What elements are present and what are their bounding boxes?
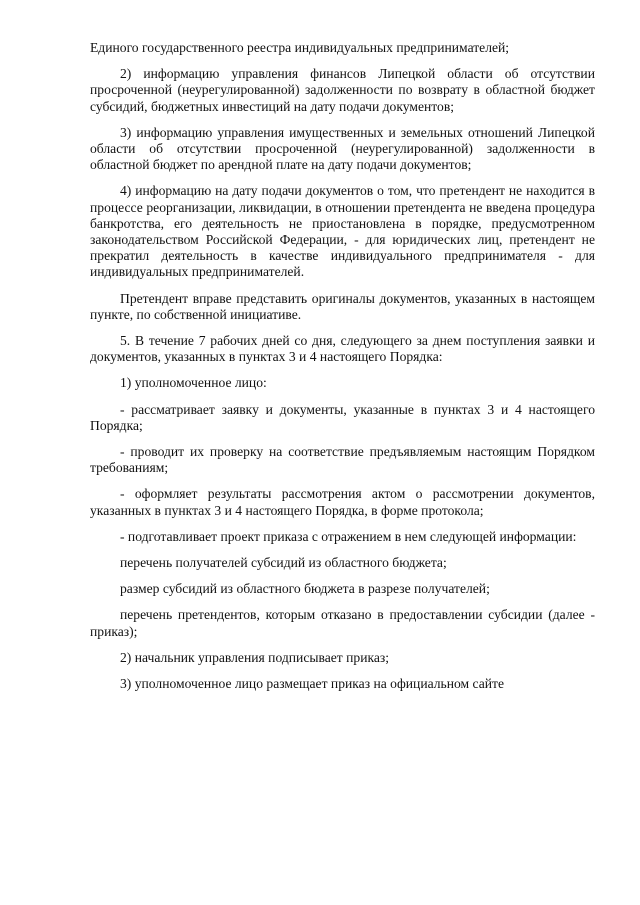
paragraph-8: - рассматривает заявку и документы, указанные в пунктах 3 и 4 настоящего Порядка; <box>90 401 595 433</box>
paragraph-10: - оформляет результаты рассмотрения актом о рассмотрении документов, указанных в пунктах 3 и 4 настоящего Порядка, в форме протокола; <box>90 486 595 518</box>
paragraph-15: 2) начальник управления подписывает приказ; <box>120 649 390 665</box>
paragraph-14: перечень претендентов, которым отказано в предоставлении субсидии (далее - приказ); <box>90 607 595 639</box>
paragraph-2: 2) информацию управления финансов Липецкой области об отсутствии просроченной (неурегулированной) задолженности по возврату в областной бюджет субсидий, бюджетных инвестиций на дату подачи документов; <box>90 66 595 114</box>
paragraph-9: - проводит их проверку на соответствие предъявляемым настоящим Порядком требованиям; <box>90 444 595 476</box>
paragraph-7: 1) уполномоченное лицо: <box>120 375 267 391</box>
paragraph-5: Претендент вправе представить оригиналы документов, указанных в настоящем пункте, по собственной инициативе. <box>90 290 595 322</box>
paragraph-11: - подготавливает проект приказа с отражением в нем следующей информации: <box>120 528 577 544</box>
paragraph-12: перечень получателей субсидий из областного бюджета; <box>120 555 447 571</box>
paragraph-1: Единого государственного реестра индивидуальных предпринимателей; <box>90 40 510 55</box>
paragraph-13: размер субсидий из областного бюджета в разрезе получателей; <box>120 581 490 597</box>
paragraph-6: 5. В течение 7 рабочих дней со дня, следующего за днем поступления заявки и документов, указанных в пунктах 3 и 4 настоящего Порядка: <box>90 333 595 365</box>
paragraph-4: 4) информацию на дату подачи документов о том, что претендент не находится в процессе реорганизации, ликвидации, в отношении претендента не введена процедура банкротства, его деятельность не приостановлена в порядке, предусмотренном законодательством Российской Федерации, - для юридических лиц, претендент не прекратил деятельность в качестве индивидуального предпринимателя - для индивидуальных предпринимателей. <box>90 183 595 280</box>
paragraph-3: 3) информацию управления имущественных и земельных отношений Липецкой области об отсутствии просроченной (неурегулированной) задолженности в областной бюджет по арендной плате на дату подачи документов; <box>90 124 595 173</box>
document-page <box>90 40 595 702</box>
paragraph-16: 3) уполномоченное лицо размещает приказ на официальном сайте <box>120 676 505 692</box>
